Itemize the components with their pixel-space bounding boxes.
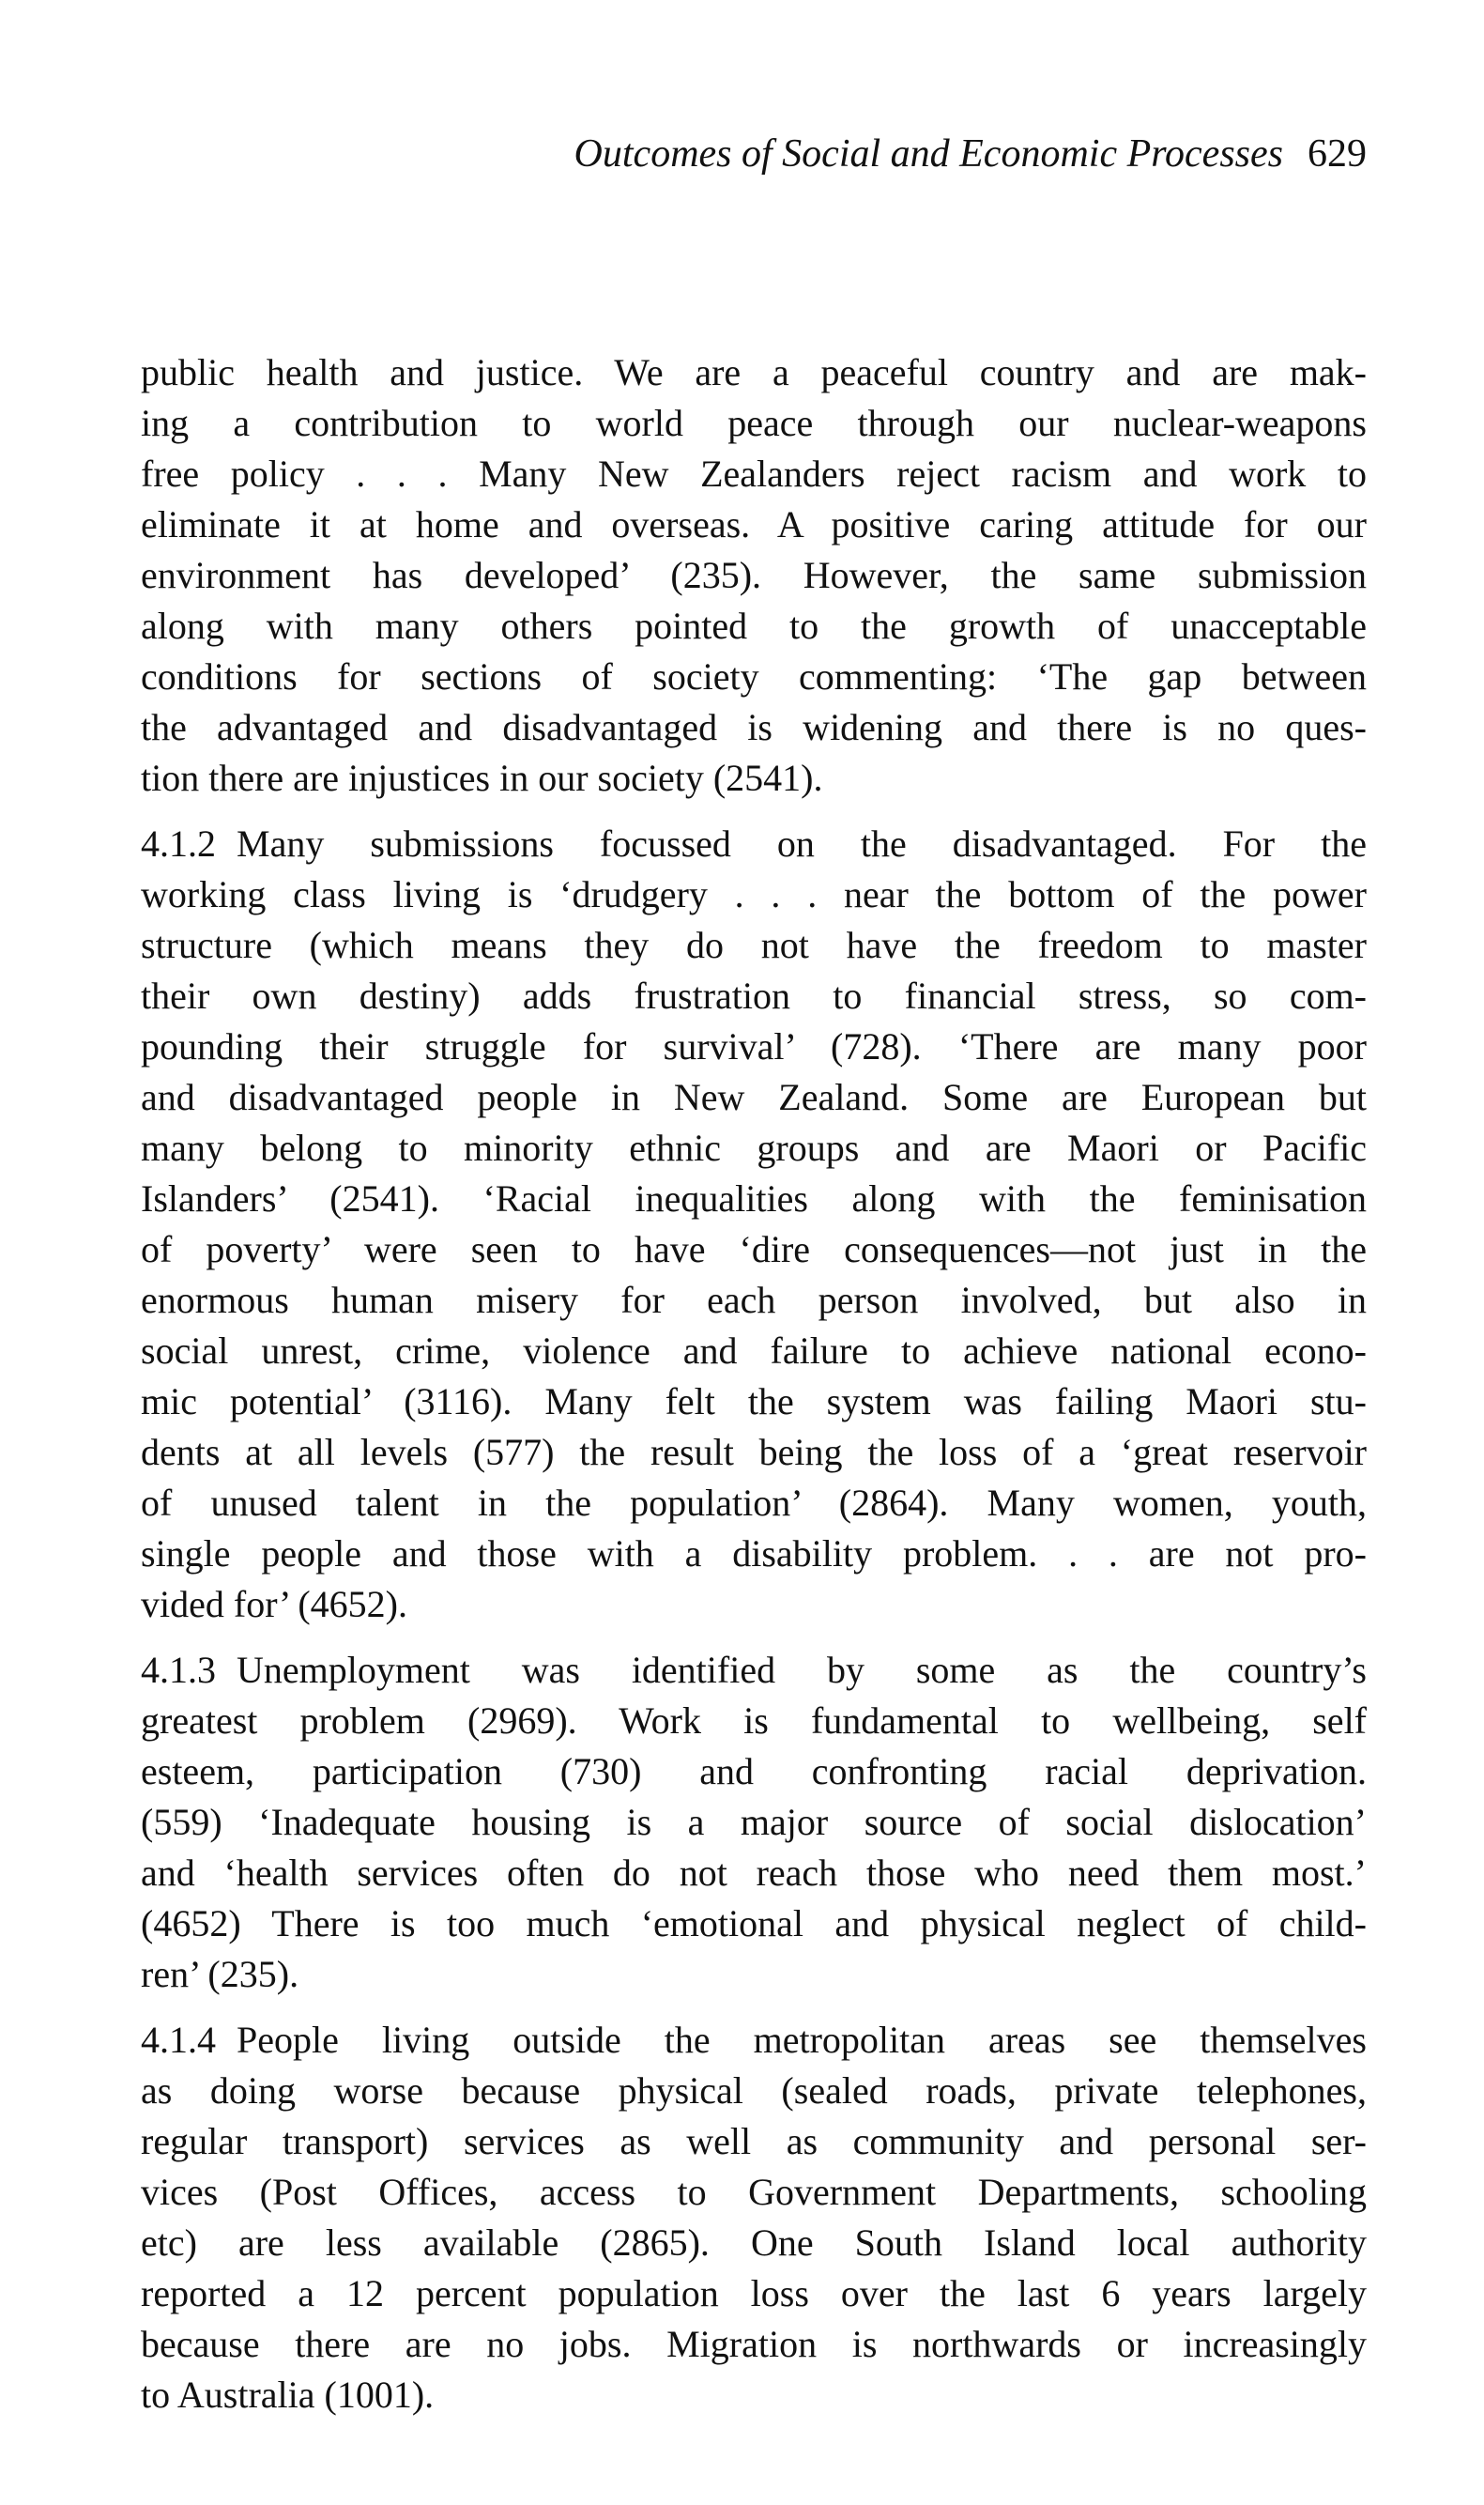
line-text: along with many others pointed to the growth of unacceptable [141,605,1367,647]
text-line [141,398,1367,449]
text-line [141,1898,1367,1949]
line-text: free policy . . . Many New Zealanders reject racism and work to [141,453,1367,495]
text-line [141,920,1367,971]
text-line [141,499,1367,550]
text-line [141,347,1367,398]
text-line [141,1478,1367,1529]
line-text: Unemployment was identified by some as the country’s [237,1649,1367,1691]
paragraph [141,819,1367,1630]
text-line [141,1848,1367,1898]
line-text: the advantaged and disadvantaged is widening and there is no ques- [141,706,1367,748]
line-text: environment has developed’ (235). However, the same submission [141,554,1367,596]
line-text: many belong to minority ethnic groups and are Maori or Pacific [141,1127,1367,1169]
line-text: ing a contribution to world peace through our nuclear-weapons [141,402,1367,444]
text-line [141,1224,1367,1275]
text-line [141,2218,1367,2268]
page-number: 629 [1308,132,1367,176]
text-line [141,1427,1367,1478]
text-line [141,1123,1367,1174]
text-line [141,449,1367,499]
text-line [141,652,1367,702]
line-text: pounding their struggle for survival’ (728). ‘There are many poor [141,1025,1367,1068]
paragraph [141,2015,1367,2420]
text-line [141,1579,1367,1630]
text-line [141,1797,1367,1848]
text-line [141,550,1367,601]
line-text: dents at all levels (577) the result being the loss of a ‘great reservoir [141,1431,1367,1473]
running-header [574,131,1367,177]
text-line [141,1376,1367,1427]
line-text: of poverty’ were seen to have ‘dire consequences—not just in the [141,1228,1367,1270]
line-text: regular transport) services as well as community and personal ser- [141,2120,1367,2162]
body-text [141,347,1367,2436]
line-text: tion there are injustices in our society (2541). [141,757,823,799]
text-line [141,2015,1367,2066]
line-text: because there are no jobs. Migration is northwards or increasingly [141,2323,1367,2365]
line-text: single people and those with a disability problem. . . are not pro- [141,1532,1367,1575]
line-text: and disadvantaged people in New Zealand. Some are European but [141,1076,1367,1118]
line-text: working class living is ‘drudgery . . . near the bottom of the power [141,873,1367,915]
text-line [141,1326,1367,1376]
text-line [141,2268,1367,2319]
text-line [141,2066,1367,2116]
line-text: enormous human misery for each person involved, but also in [141,1279,1367,1321]
paragraph-number: 4.1.4 [141,2019,216,2061]
paragraph-number: 4.1.2 [141,822,216,865]
text-line [141,1174,1367,1224]
line-text: vided for’ (4652). [141,1583,407,1625]
line-text: their own destiny) adds frustration to financial stress, so com- [141,975,1367,1017]
text-line [141,1746,1367,1797]
line-text: as doing worse because physical (sealed roads, private telephones, [141,2069,1367,2112]
line-text: reported a 12 percent population loss over the last 6 years largely [141,2272,1367,2314]
line-text: vices (Post Offices, access to Government Departments, schooling [141,2171,1367,2213]
line-text: and ‘health services often do not reach those who need them most.’ [141,1852,1367,1894]
text-line [141,2370,1367,2420]
line-text: Islanders’ (2541). ‘Racial inequalities along with the feminisation [141,1177,1367,1220]
line-text: of unused talent in the population’ (2864). Many women, youth, [141,1482,1367,1524]
text-line [141,753,1367,804]
line-text: People living outside the metropolitan areas see themselves [237,2019,1367,2061]
line-text: public health and justice. We are a peaceful country and are mak- [141,351,1367,393]
line-text: etc) are less available (2865). One South Island local authority [141,2221,1367,2264]
text-line [141,1072,1367,1123]
text-line [141,1645,1367,1696]
line-text: mic potential’ (3116). Many felt the system was failing Maori stu- [141,1380,1367,1422]
line-text: conditions for sections of society commenting: ‘The gap between [141,655,1367,698]
text-line [141,1529,1367,1579]
line-text: eliminate it at home and overseas. A positive caring attitude for our [141,503,1367,546]
line-text: social unrest, crime, violence and failure to achieve national econo- [141,1329,1367,1372]
text-line [141,2116,1367,2167]
line-text: greatest problem (2969). Work is fundamental to wellbeing, self [141,1699,1367,1742]
text-line [141,1949,1367,2000]
line-text: to Australia (1001). [141,2374,435,2416]
text-line [141,702,1367,753]
paragraph [141,347,1367,804]
text-line [141,869,1367,920]
line-text: Many submissions focussed on the disadvantaged. For the [237,822,1367,865]
text-line [141,1022,1367,1072]
text-line [141,1696,1367,1746]
line-text: structure (which means they do not have the freedom to master [141,924,1367,966]
text-line [141,819,1367,869]
text-line [141,971,1367,1022]
line-text: ren’ (235). [141,1953,299,1995]
line-text: (4652) There is too much ‘emotional and physical neglect of child- [141,1902,1367,1944]
text-line [141,2167,1367,2218]
text-line [141,2319,1367,2370]
paragraph [141,1645,1367,2000]
line-text: (559) ‘Inadequate housing is a major source of social dislocation’ [141,1801,1367,1843]
line-text: esteem, participation (730) and confronting racial deprivation. [141,1750,1367,1792]
running-title: Outcomes of Social and Economic Processes [574,132,1283,176]
text-line [141,1275,1367,1326]
text-line [141,601,1367,652]
paragraph-number: 4.1.3 [141,1649,216,1691]
